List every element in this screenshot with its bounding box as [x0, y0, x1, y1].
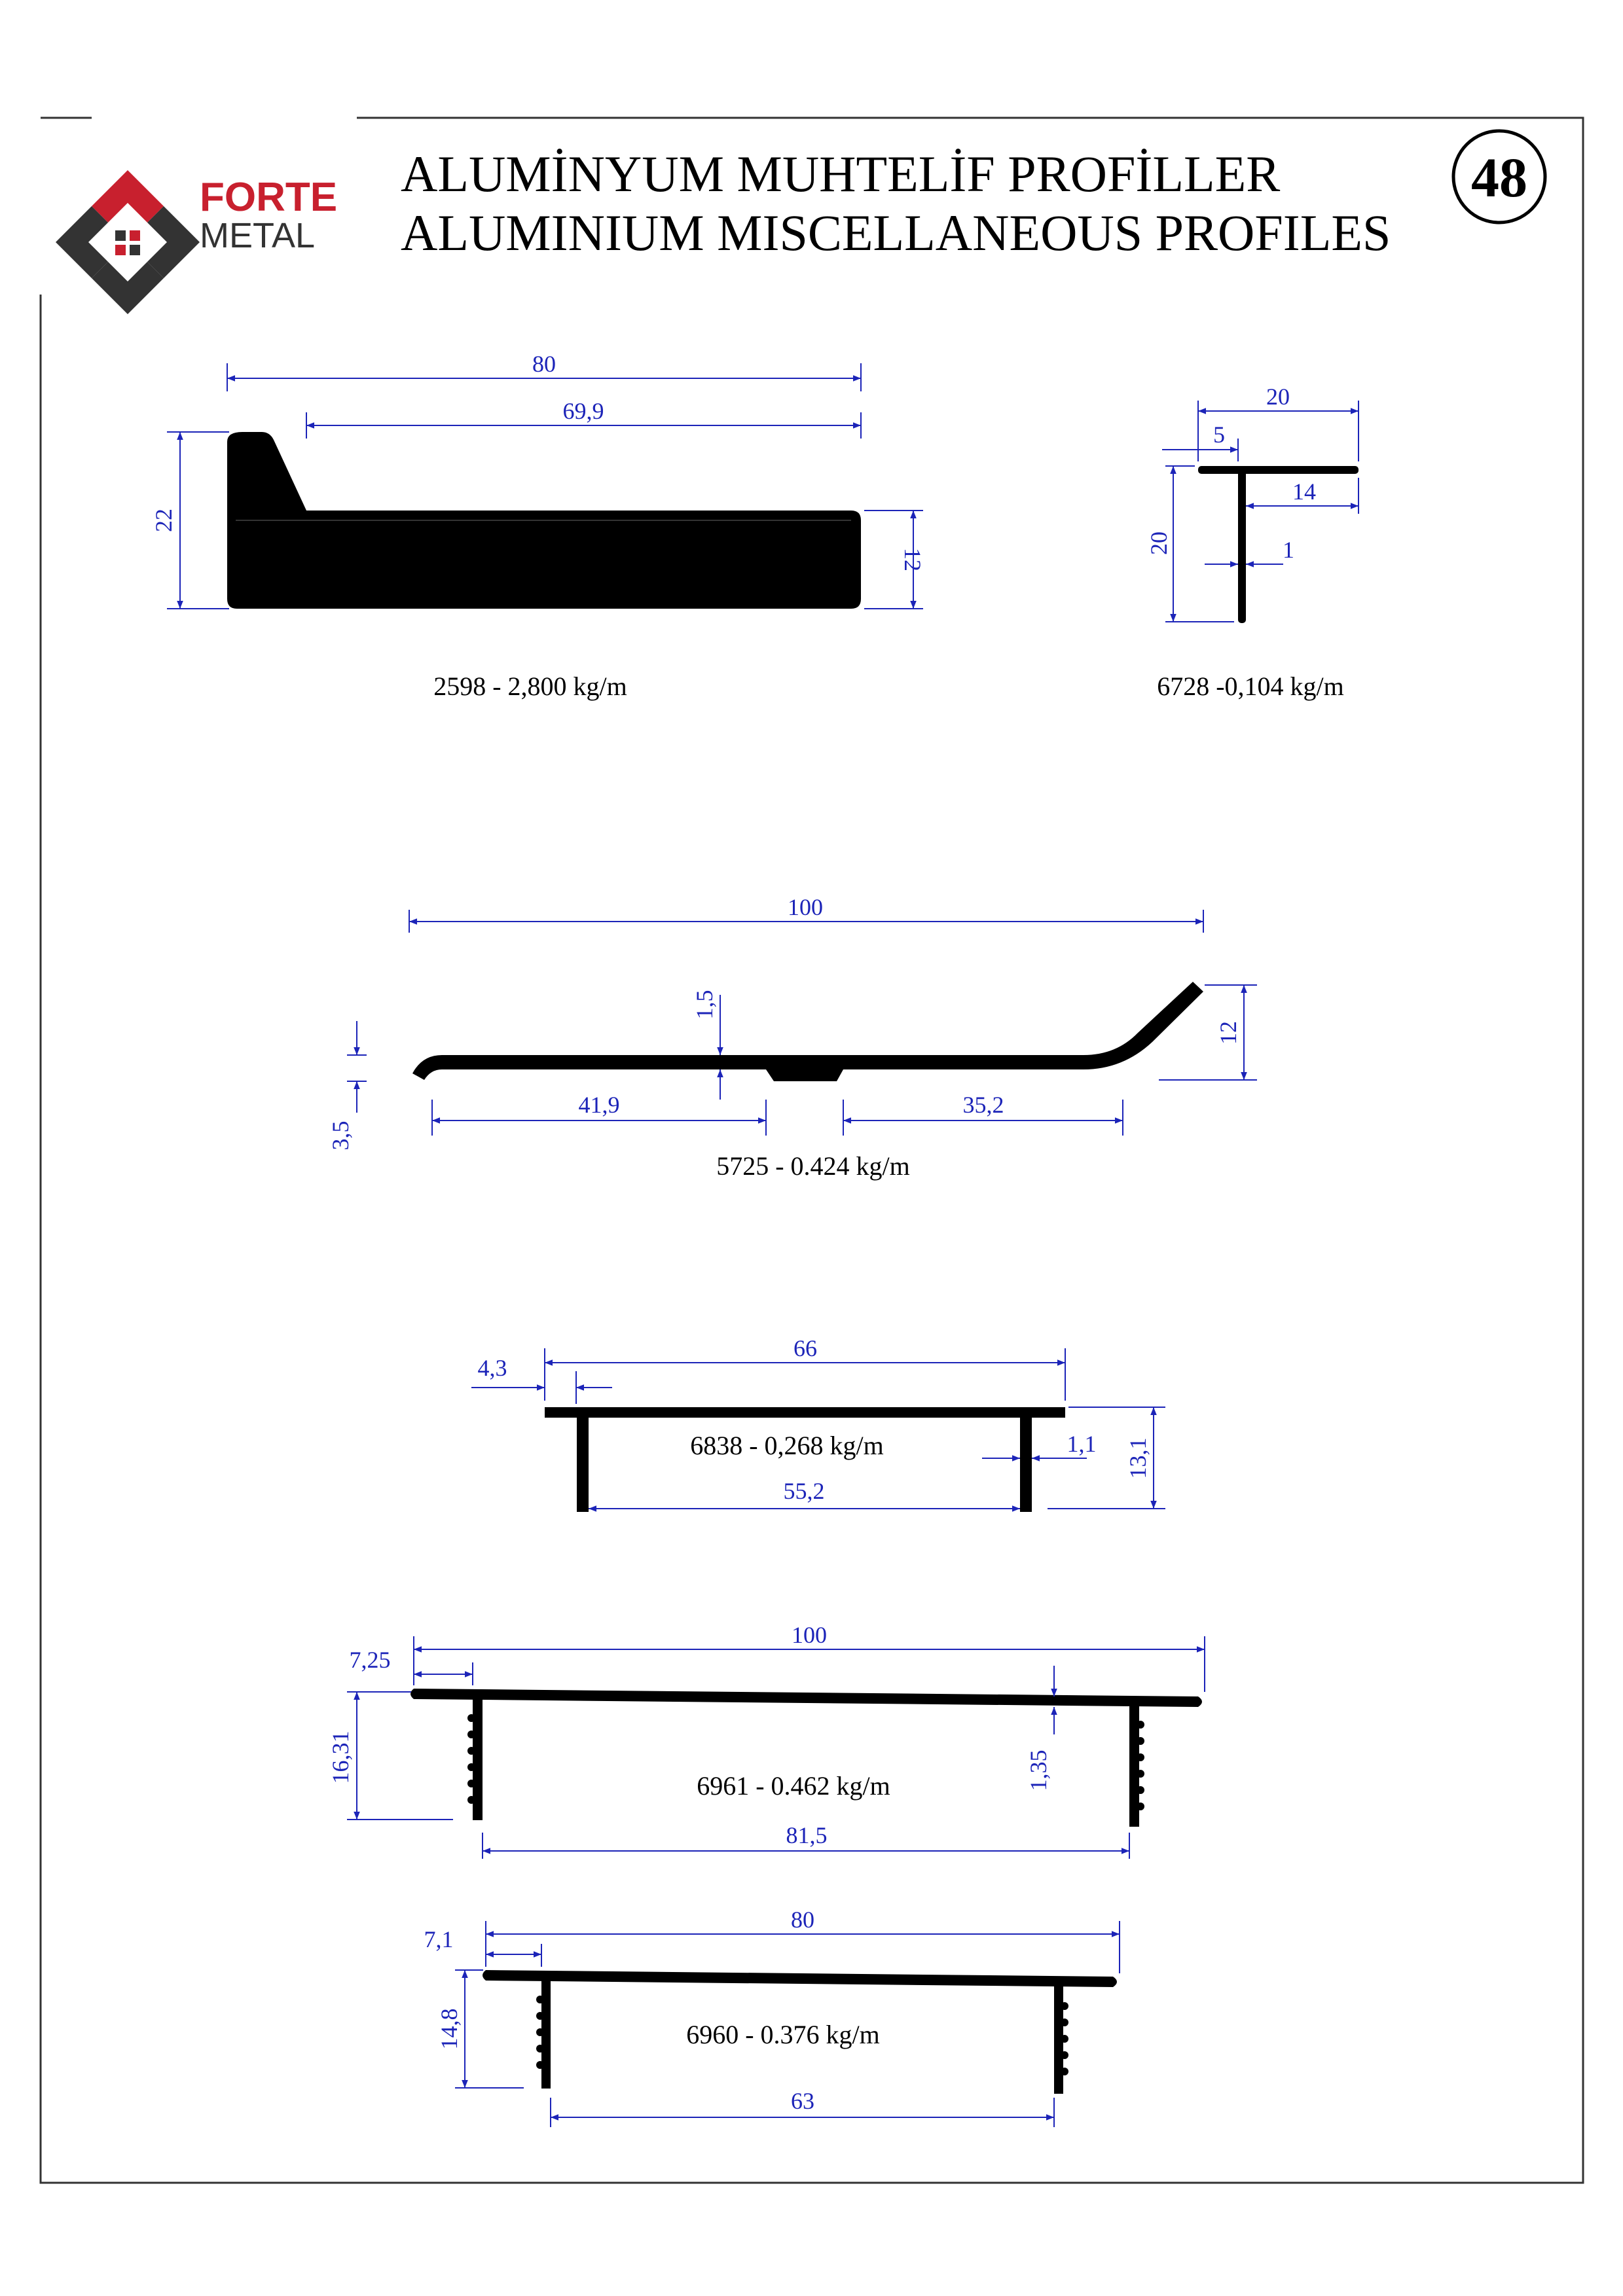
title-english: ALUMINIUM MISCELLANEOUS PROFILES: [401, 204, 1391, 261]
dim-80: 80: [791, 1907, 814, 1933]
dim-20-side: 20: [1146, 531, 1172, 555]
profile-6961: [327, 1622, 1205, 1859]
dim-12: 12: [1215, 1021, 1241, 1045]
dim-22: 22: [151, 509, 177, 532]
profile-6728-shape: [1198, 466, 1359, 474]
dim-66: 66: [793, 1335, 817, 1361]
profile-6838: [471, 1335, 1165, 1512]
sheet-frame: [41, 118, 1583, 2183]
profile-6728: [1146, 384, 1359, 701]
profile-5725: [327, 894, 1257, 1181]
caption-6961: 6961 - 0.462 kg/m: [697, 1771, 890, 1801]
dim-7-25: 7,25: [349, 1647, 391, 1673]
dim-80: 80: [532, 351, 556, 377]
dim-16-31: 16,31: [327, 1731, 354, 1784]
dim-4-3: 4,3: [477, 1355, 507, 1381]
brand-forte: FORTE: [200, 175, 338, 220]
dim-14-8: 14,8: [436, 2008, 462, 2050]
brand-metal: METAL: [200, 216, 316, 255]
forte-metal-logo: [56, 170, 337, 314]
dim-20-top: 20: [1266, 384, 1290, 410]
page-number: 48: [1471, 146, 1527, 209]
caption-6728: 6728 -0,104 kg/m: [1157, 672, 1344, 701]
dim-1-5: 1,5: [691, 990, 718, 1020]
profile-2598: [151, 351, 926, 701]
caption-5725: 5725 - 0.424 kg/m: [716, 1151, 910, 1181]
dim-63: 63: [791, 2088, 814, 2114]
dim-1: 1: [1283, 537, 1294, 563]
dim-1-35: 1,35: [1025, 1749, 1051, 1791]
dim-41-9: 41,9: [578, 1092, 620, 1118]
profile-6961-shape: [410, 1689, 1202, 1707]
dim-12: 12: [900, 548, 926, 571]
dim-69-9: 69,9: [562, 398, 604, 424]
caption-6838: 6838 - 0,268 kg/m: [690, 1431, 884, 1460]
dim-81-5: 81,5: [786, 1822, 828, 1848]
dim-7-1: 7,1: [424, 1926, 454, 1952]
caption-2598: 2598 - 2,800 kg/m: [433, 672, 627, 701]
dim-35-2: 35,2: [962, 1092, 1004, 1118]
title-turkish: ALUMİNYUM MUHTELİF PROFİLLER: [401, 145, 1281, 202]
dim-13-1: 13,1: [1125, 1437, 1151, 1479]
profile-5725-shape: [412, 982, 1203, 1081]
dim-100: 100: [788, 894, 823, 920]
profile-6838-shape: [545, 1407, 1065, 1418]
dim-3-5: 3,5: [327, 1121, 354, 1151]
caption-6960: 6960 - 0.376 kg/m: [686, 2020, 880, 2049]
dim-1-1: 1,1: [1067, 1431, 1097, 1457]
dim-14: 14: [1292, 478, 1316, 505]
dim-55-2: 55,2: [783, 1478, 825, 1504]
profile-6960-shape: [483, 1970, 1117, 1987]
dim-100: 100: [792, 1622, 827, 1648]
dim-5: 5: [1213, 422, 1225, 448]
profile-6960: [424, 1907, 1120, 2127]
